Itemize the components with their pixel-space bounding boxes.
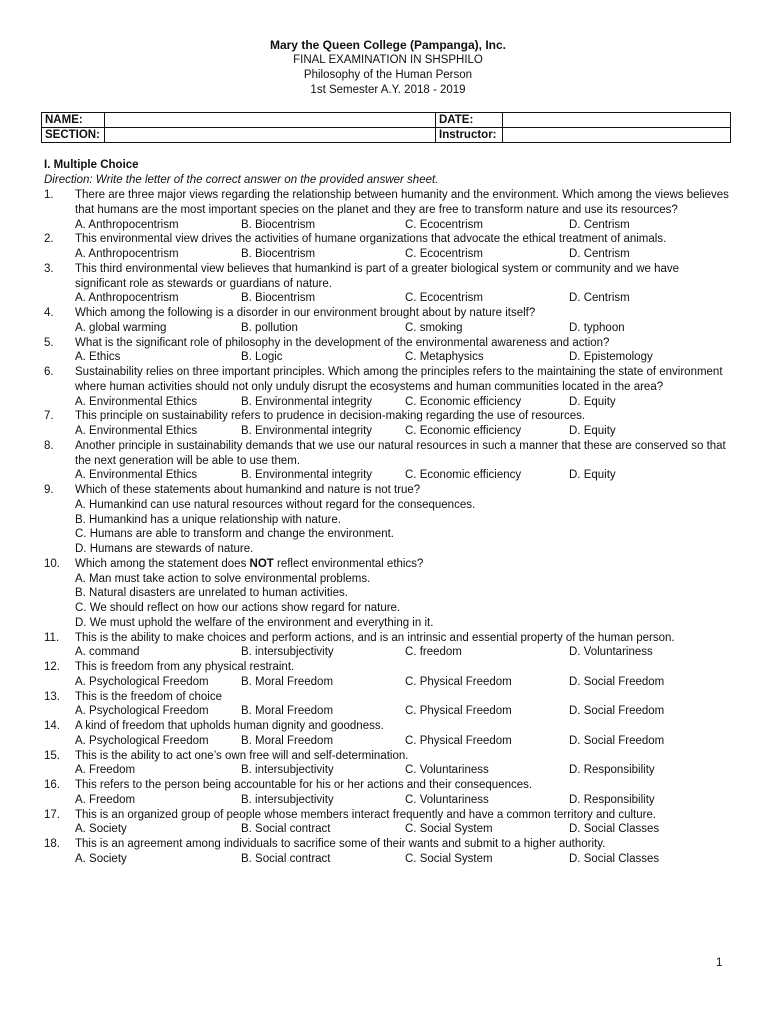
- answer-option: D. Centrism: [569, 248, 630, 260]
- section-label: SECTION:: [42, 128, 105, 143]
- instructor-label: Instructor:: [436, 128, 503, 143]
- question-text-part: reflect environmental ethics?: [273, 557, 424, 570]
- question-number: 15.: [44, 749, 60, 762]
- question-body: [75, 188, 732, 232]
- question-body: [75, 631, 732, 661]
- date-label: DATE:: [436, 113, 503, 128]
- question-item: [44, 306, 732, 336]
- answer-option: D. Social Freedom: [569, 734, 665, 747]
- section-field[interactable]: [105, 128, 436, 143]
- question-number: 2.: [44, 233, 54, 246]
- answer-option: B. Environmental integrity: [241, 395, 373, 408]
- answer-option: C. Voluntariness: [405, 793, 489, 806]
- question-text: Another principle in sustainability demands that we use our natural resources in such a manner that these are conserved so that the next generation will be able to use them.: [75, 439, 726, 467]
- question-number: 14.: [44, 720, 60, 732]
- answer-option: C. Physical Freedom: [405, 734, 512, 747]
- question-number: 8.: [44, 439, 54, 452]
- question-item: [44, 837, 732, 867]
- answer-options: [75, 675, 732, 690]
- question-text-emphasis: NOT: [249, 557, 274, 570]
- answer-option: A. Anthropocentrism: [75, 292, 179, 305]
- answer-options: [75, 218, 732, 233]
- question-item: [44, 808, 732, 838]
- answer-options: [75, 763, 732, 778]
- question-text: This is the ability to act one’s own free will and self-determination.: [75, 749, 409, 762]
- answer-option: C. Physical Freedom: [405, 705, 512, 718]
- answer-option: A. Society: [75, 852, 127, 865]
- question-number: 7.: [44, 410, 54, 423]
- question-body: [75, 262, 732, 306]
- question-number: 4.: [44, 307, 54, 319]
- answer-option: C. smoking: [405, 321, 463, 334]
- answer-option: A. Man must take action to solve environmental problems.: [75, 572, 371, 585]
- question-text: Which of these statements about humankind and nature is not true?: [75, 484, 421, 496]
- question-list: [44, 188, 732, 867]
- question-body: [75, 749, 732, 779]
- question-text: This is the ability to make choices and perform actions, and is an intrinsic and essential property of the human person.: [75, 631, 675, 644]
- question-body: [75, 409, 732, 439]
- question-item: [44, 483, 732, 557]
- answer-option: A. Ethics: [75, 351, 121, 364]
- answer-option: B. Social contract: [241, 852, 331, 865]
- answer-option: B. Humankind has a unique relationship with nature.: [75, 513, 341, 526]
- answer-option: B. Social contract: [241, 823, 331, 836]
- question-item: [44, 409, 732, 439]
- answer-options: [75, 852, 732, 867]
- question-text: This is an agreement among individuals to sacrifice some of their wants and submit to a higher authority.: [75, 838, 606, 850]
- question-body: [75, 778, 732, 808]
- answer-option: B. Natural disasters are unrelated to human activities.: [75, 587, 348, 600]
- question-text: This is freedom from any physical restraint.: [75, 661, 295, 673]
- answer-option: D. We must uphold the welfare of the environment and everything in it.: [75, 616, 434, 629]
- answer-option: A. Freedom: [75, 764, 136, 777]
- answer-option: A. global warming: [75, 321, 167, 334]
- question-text: A kind of freedom that upholds human dignity and goodness.: [75, 720, 384, 732]
- question-item: [44, 690, 732, 720]
- answer-options: [75, 645, 732, 660]
- instructor-field[interactable]: [503, 128, 731, 143]
- answer-options: [75, 395, 732, 410]
- answer-option-list: [75, 572, 732, 631]
- answer-option: C. Social System: [405, 852, 493, 865]
- answer-option: B. Biocentrism: [241, 292, 316, 305]
- answer-option: A. Freedom: [75, 793, 136, 806]
- answer-option: B. pollution: [241, 321, 298, 334]
- question-item: [44, 557, 732, 631]
- answer-option: A. Environmental Ethics: [75, 395, 198, 408]
- exam-page: [44, 38, 732, 867]
- question-item: [44, 778, 732, 808]
- question-item: [44, 749, 732, 779]
- answer-option: A. command: [75, 646, 140, 659]
- answer-option: B. Environmental integrity: [241, 425, 373, 437]
- question-text: Sustainability relies on three important principles. Which among the principles refers to the maintaining the state of environment where human activities should not only unduly disrupt the ecosystems and human communities located in the area?: [75, 366, 723, 393]
- subject-title: Philosophy of the Human Person: [303, 69, 473, 81]
- answer-option: D. Equity: [569, 425, 616, 437]
- answer-option: D. Equity: [569, 395, 616, 408]
- answer-option: D. Social Classes: [569, 823, 660, 836]
- question-body: [75, 439, 732, 483]
- question-number: 17.: [44, 808, 60, 821]
- answer-options: [75, 822, 732, 837]
- answer-options: [75, 424, 732, 439]
- answer-option: B. intersubjectivity: [241, 793, 334, 806]
- question-number: 16.: [44, 779, 60, 791]
- answer-options: [75, 350, 732, 365]
- question-number: 9.: [44, 484, 54, 496]
- question-text: What is the significant role of philosophy in the development of the environmental awareness and action?: [75, 336, 610, 349]
- answer-option: C. Economic efficiency: [405, 425, 522, 437]
- answer-option: A. Psychological Freedom: [75, 675, 209, 688]
- answer-option: D. Responsibility: [569, 764, 655, 777]
- question-item: [44, 719, 732, 749]
- answer-option: A. Humankind can use natural resources without regard for the consequences.: [75, 498, 476, 511]
- question-body: [75, 719, 732, 749]
- question-body: [75, 336, 732, 366]
- question-number: 18.: [44, 838, 60, 850]
- answer-option: B. Biocentrism: [241, 248, 316, 260]
- section-title: I. Multiple Choice: [44, 159, 139, 171]
- answer-option: B. Environmental integrity: [241, 469, 373, 482]
- answer-option: C. We should reflect on how our actions show regard for nature.: [75, 602, 401, 614]
- question-number: 1.: [44, 189, 54, 201]
- answer-options: [75, 793, 732, 808]
- question-number: 6.: [44, 366, 54, 378]
- question-item: [44, 232, 732, 262]
- answer-option: D. Social Freedom: [569, 675, 665, 688]
- question-number: 10.: [44, 557, 60, 570]
- question-body: [75, 557, 732, 631]
- answer-option-list: [75, 498, 732, 557]
- answer-option: B. Moral Freedom: [241, 734, 334, 747]
- exam-header: [44, 38, 732, 98]
- question-number: 3.: [44, 262, 54, 275]
- answer-option: C. Ecocentrism: [405, 292, 483, 305]
- answer-options: [75, 704, 732, 719]
- answer-option: A. Society: [75, 823, 127, 836]
- question-item: [44, 262, 732, 306]
- answer-option: C. Social System: [405, 823, 493, 836]
- answer-option: D. Social Freedom: [569, 705, 665, 718]
- date-field[interactable]: [503, 113, 731, 128]
- question-body: [75, 483, 732, 557]
- answer-option: B. Moral Freedom: [241, 675, 334, 688]
- answer-option: C. freedom: [405, 646, 462, 659]
- question-body: [75, 837, 732, 867]
- question-item: [44, 660, 732, 690]
- question-text: This is an organized group of people whose members interact frequently and have a common territory and culture.: [75, 808, 657, 821]
- answer-option: C. Ecocentrism: [405, 248, 483, 260]
- exam-title: FINAL EXAMINATION IN SHSPHILO: [293, 54, 483, 66]
- question-text-part: Which among the statement does: [75, 557, 250, 570]
- answer-option: A. Psychological Freedom: [75, 705, 209, 718]
- question-number: 11.: [44, 631, 60, 644]
- answer-option: D. Social Classes: [569, 852, 660, 865]
- question-number: 13.: [44, 690, 60, 703]
- answer-option: D. Centrism: [569, 218, 630, 231]
- question-number: 12.: [44, 661, 60, 673]
- question-item: [44, 365, 732, 409]
- section-direction: Direction: Write the letter of the correct answer on the provided answer sheet.: [44, 174, 439, 186]
- answer-option: C. Ecocentrism: [405, 218, 483, 231]
- answer-option: C. Physical Freedom: [405, 675, 512, 688]
- question-body: [75, 306, 732, 336]
- answer-option: D. Epistemology: [569, 351, 653, 364]
- answer-options: [75, 321, 732, 336]
- answer-option: B. intersubjectivity: [241, 646, 334, 659]
- school-name: Mary the Queen College (Pampanga), Inc.: [269, 38, 507, 52]
- answer-options: [75, 247, 732, 262]
- question-item: [44, 336, 732, 366]
- answer-option: B. Biocentrism: [241, 218, 316, 231]
- answer-option: B. intersubjectivity: [241, 764, 334, 777]
- answer-option: D. Centrism: [569, 292, 630, 305]
- page-number: 1: [716, 957, 723, 969]
- question-text: This principle on sustainability refers to prudence in decision-making regarding the use of resources.: [75, 410, 586, 423]
- answer-option: A. Environmental Ethics: [75, 425, 198, 437]
- answer-options: [75, 291, 732, 306]
- question-item: [44, 188, 732, 232]
- question-text: There are three major views regarding the relationship between humanity and the environment. Which among the views believes that humans are the most important species on the planet and they are free to transform nature and use its resources?: [75, 189, 729, 216]
- answer-option: C. Voluntariness: [405, 764, 489, 777]
- answer-option: D. Responsibility: [569, 793, 655, 806]
- question-text: This third environmental view believes that humankind is part of a greater biological system or community and we have significant role as stewards or guardians of nature.: [75, 262, 680, 290]
- question-body: [75, 690, 732, 720]
- question-text: [75, 557, 732, 572]
- answer-option: B. Logic: [241, 351, 283, 364]
- answer-option: C. Humans are able to transform and change the environment.: [75, 528, 394, 541]
- student-info-table: [41, 112, 731, 143]
- answer-option: C. Economic efficiency: [405, 469, 522, 482]
- question-text: Which among the following is a disorder in our environment brought about by nature itself?: [75, 307, 536, 319]
- question-body: [75, 365, 732, 409]
- answer-option: A. Anthropocentrism: [75, 248, 179, 260]
- question-text: This refers to the person being accountable for his or her actions and their consequences.: [75, 779, 533, 791]
- term-label: 1st Semester A.Y. 2018 - 2019: [310, 84, 466, 96]
- answer-option: B. Moral Freedom: [241, 705, 334, 718]
- question-body: [75, 808, 732, 838]
- answer-options: [75, 734, 732, 749]
- name-field[interactable]: [105, 113, 436, 128]
- question-number: 5.: [44, 336, 54, 349]
- name-label: NAME:: [42, 113, 105, 128]
- answer-option: D. typhoon: [569, 321, 625, 334]
- answer-option: A. Anthropocentrism: [75, 218, 179, 231]
- answer-option: A. Environmental Ethics: [75, 469, 198, 482]
- answer-option: D. Humans are stewards of nature.: [75, 543, 254, 555]
- answer-option: C. Metaphysics: [405, 351, 484, 364]
- question-body: [75, 660, 732, 690]
- question-item: [44, 631, 732, 661]
- answer-options: [75, 468, 732, 483]
- answer-option: C. Economic efficiency: [405, 395, 522, 408]
- answer-option: D. Equity: [569, 469, 616, 482]
- answer-option: D. Voluntariness: [569, 646, 653, 659]
- question-body: [75, 232, 732, 262]
- question-text: This is the freedom of choice: [75, 690, 223, 703]
- question-text: This environmental view drives the activities of humane organizations that advocate the ethical treatment of animals.: [75, 233, 667, 246]
- question-item: [44, 439, 732, 483]
- answer-option: A. Psychological Freedom: [75, 734, 209, 747]
